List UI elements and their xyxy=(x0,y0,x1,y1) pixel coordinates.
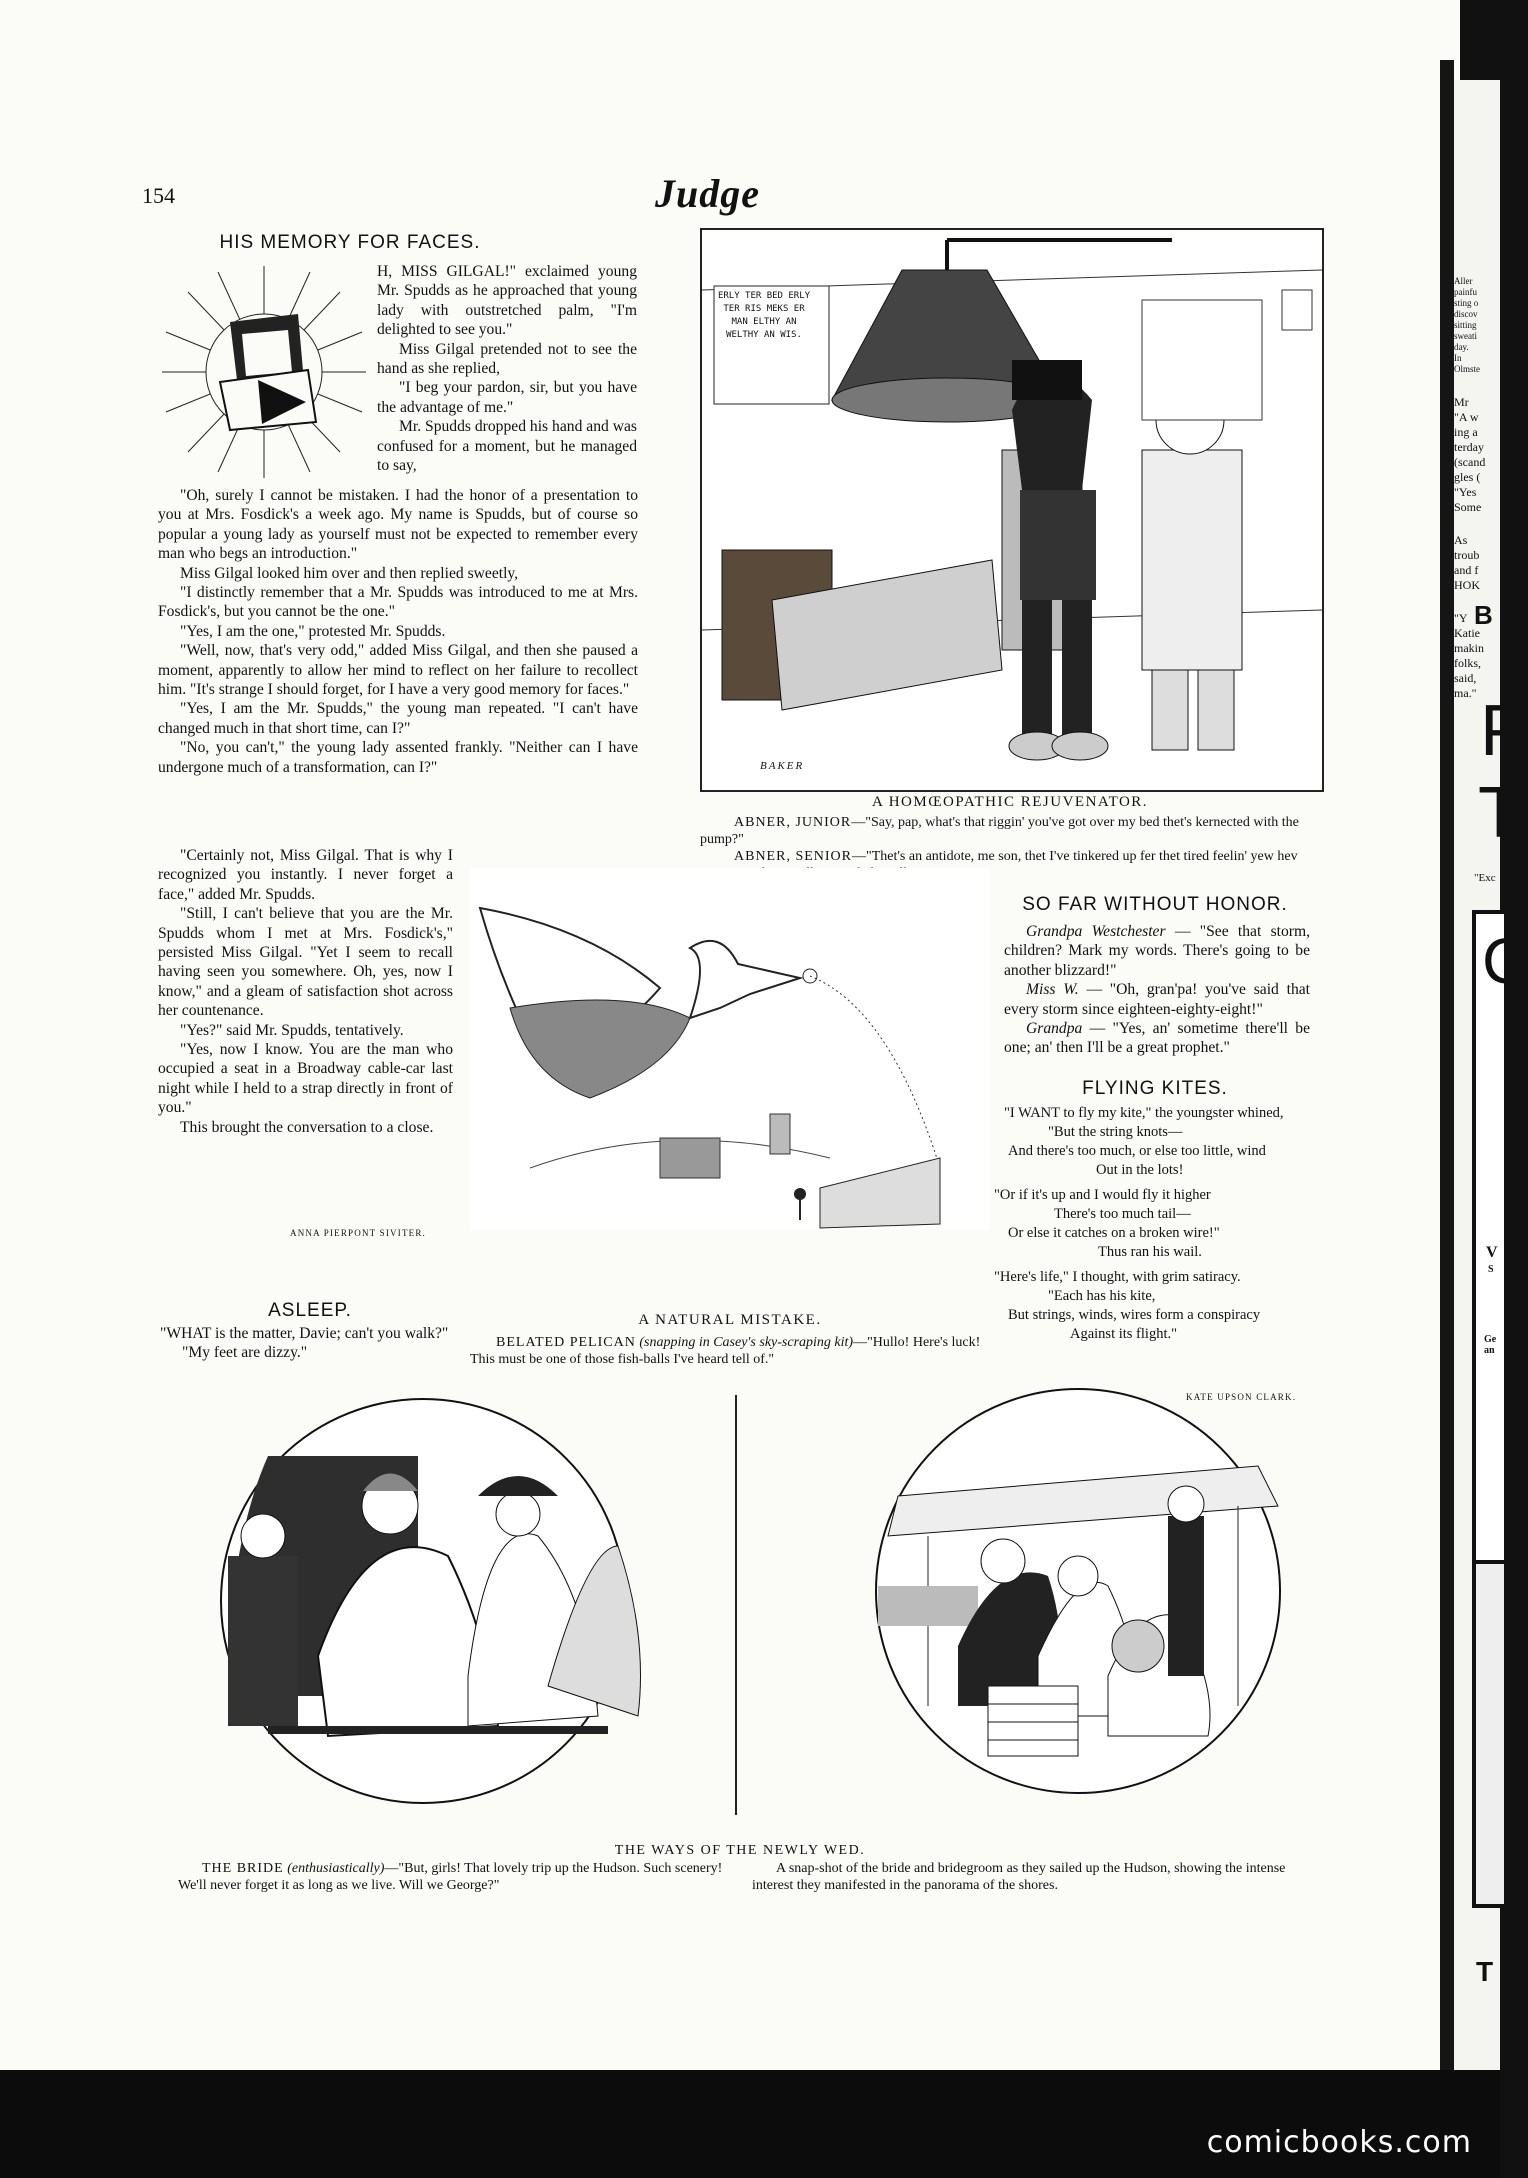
poem-line: There's too much tail— xyxy=(1054,1206,1191,1222)
story-paragraph: This brought the conversation to a close. xyxy=(180,1118,434,1136)
story-body-narrow xyxy=(158,846,453,1137)
poem-line: "Each has his kite, xyxy=(1048,1288,1156,1304)
poem-line: "But the string knots— xyxy=(1048,1124,1183,1140)
text-fragment: HOK xyxy=(1454,578,1480,592)
text-fragment: (scand xyxy=(1454,455,1486,469)
ad-box xyxy=(1472,910,1528,1568)
bedroom-sign: ERLY TER BED ERLY TER RIS MEKS ER MAN ELTHY AN WELTHY AN WIS. xyxy=(717,291,811,340)
stage-direction: (snapping in Casey's sky-scraping kit) xyxy=(639,1335,854,1350)
speaker-name: THE BRIDE xyxy=(202,1861,284,1876)
bride-parlor-illustration xyxy=(168,1396,678,1806)
speaker-name: Grandpa Westchester xyxy=(1026,923,1166,940)
speaker-name: BELATED PELICAN xyxy=(496,1335,636,1350)
dialogue-line: "WHAT is the matter, Davie; can't you walk?" xyxy=(160,1325,449,1342)
facing-page-column xyxy=(1454,276,1500,701)
text-fragment: gles ( xyxy=(1454,470,1481,484)
masthead-logo: Judge xyxy=(655,171,760,216)
poem-line: Out in the lots! xyxy=(1096,1162,1184,1178)
text-fragment: sweati xyxy=(1454,331,1477,341)
story-author: ANNA PIERPONT SIVITER. xyxy=(290,1228,426,1238)
boat-caption: A snap-shot of the bride and bridegroom as they sailed up the Hudson, showing the intense interest they manifested in the panorama of the shores. xyxy=(752,1861,1286,1893)
pelican-illustration xyxy=(470,868,990,1230)
stage-direction: (enthusiastically) xyxy=(287,1861,385,1876)
text-block xyxy=(1454,395,1500,515)
poem-line: Against its flight." xyxy=(1070,1326,1178,1342)
ad-letter: V xyxy=(1486,1244,1498,1261)
speaker-name: ABNER, JUNIOR xyxy=(734,815,852,830)
text-fragment: sting o xyxy=(1454,298,1479,308)
text-fragment: troub xyxy=(1454,548,1480,562)
text-fragment: and f xyxy=(1454,563,1479,577)
story-paragraph: "Yes?" said Mr. Spudds, tentatively. xyxy=(180,1021,404,1039)
chair-sunburst-icon xyxy=(158,262,370,482)
poem-line: And there's too much, or else too little, wind xyxy=(1008,1143,1266,1159)
kites-poem xyxy=(990,1104,1320,1344)
poem-line: "Or if it's up and I would fly it higher xyxy=(994,1187,1211,1203)
story-title: HIS MEMORY FOR FACES. xyxy=(219,232,481,253)
story-paragraph: "I beg your pardon, sir, but you have the advantage of me." xyxy=(377,379,637,416)
story-paragraph: Mr. Spudds dropped his hand and was confused for a moment, but he managed to say, xyxy=(377,418,637,475)
speaker-name: ABNER, SENIOR xyxy=(734,849,853,864)
ad-letter: B xyxy=(1474,600,1493,630)
story-paragraph: "No, you can't," the young lady assented frankly. "Neither can I have undergone much of a transformation, can I?" xyxy=(158,739,638,776)
rejuvenator-dialogue: ABNER, JUNIOR—"Say, pap, what's that riggin' you've got over my bed thet's kernected with the pump?" ABNER, SENIOR—"Thet's an antidote, me son, thet I've tinkered up fer thet tired feelin' yew hev xyxy=(700,814,1320,882)
text-fragment: day. xyxy=(1454,342,1469,352)
text-fragment: said, xyxy=(1454,671,1477,685)
story-paragraph: "Oh, surely I cannot be mistaken. I had the honor of a presentation to you at Mrs. Fosdick's a week ago. My name is Spudds, but of course so popular a young lady as yourself must not be expected to remember every man who begs an introduction." xyxy=(158,487,638,563)
column-divider xyxy=(735,1395,737,1815)
page-gutter xyxy=(1440,60,1454,2070)
story-paragraph: H, MISS GILGAL!" exclaimed young Mr. Spudds as he approached that young lady with outstretched palm, "I'm delighted to see you." xyxy=(377,263,637,339)
story-paragraph: "I distinctly remember that a Mr. Spudds was introduced to me at Mrs. Fosdick's, but you cannot be the one." xyxy=(158,584,638,621)
ad-letter: P xyxy=(1480,691,1528,771)
artist-signature: BAKER xyxy=(760,760,805,772)
text-fragment: terday xyxy=(1454,440,1484,454)
poem-line: "Here's life," I thought, with grim satiracy. xyxy=(994,1269,1241,1285)
dialogue-line: "Hullo! Here's luck! This must be one of those fish-balls I've heard tell of." xyxy=(470,1335,981,1367)
story-paragraph: "Yes, I am the one," protested Mr. Spudds. xyxy=(180,622,446,640)
sunburst-illustration xyxy=(158,262,370,482)
poem-title: SO FAR WITHOUT HONOR. xyxy=(1022,894,1288,915)
poem-line: Or else it catches on a broken wire!" xyxy=(1008,1225,1220,1241)
text-fragment: ing a xyxy=(1454,425,1478,439)
speaker-name: Grandpa xyxy=(1026,1020,1083,1038)
poem-line: Thus ran his wail. xyxy=(1098,1244,1202,1260)
ad-letter: T xyxy=(1476,1956,1494,1987)
poem-title: FLYING KITES. xyxy=(1082,1078,1228,1099)
text-fragment: Mr xyxy=(1454,395,1469,409)
dialogue-line: "My feet are dizzy." xyxy=(182,1344,308,1362)
text-fragment: Aller xyxy=(1454,276,1473,286)
story-paragraph: "Well, now, that's very odd," added Miss Gilgal, and then she paused a moment, apparently to allow her mind to reflect on her failure to recollect him. "It's strange I should forget, for I have a very good memory for faces." xyxy=(158,642,638,699)
page-number: 154 xyxy=(142,183,175,208)
text-fragment: ma." xyxy=(1454,686,1477,700)
text-fragment: "A w xyxy=(1454,410,1479,424)
dialogue-line: "Say, pap, what's that riggin' you've got over my bed thet's kernected with the pump?" xyxy=(700,815,1299,847)
text-fragment: sitting xyxy=(1454,320,1477,330)
text-fragment: folks, xyxy=(1454,656,1481,670)
watermark: comicbooks.com xyxy=(1206,2125,1472,2160)
dialogue-line: "See that storm, children? Mark my words. There's going to be another blizzard!" xyxy=(1004,923,1311,979)
cartoon-title: A HOMŒOPATHIC REJUVENATOR. xyxy=(871,794,1149,810)
text-fragment: Olmste xyxy=(1454,364,1480,374)
dialogue-line: "Thet's an antidote, me son, thet I've tinkered up fer thet tired feelin' yew hev xyxy=(866,849,1298,864)
text-fragment: In xyxy=(1454,353,1462,363)
boat-illustration xyxy=(838,1386,1318,1796)
story-paragraph: "Still, I can't believe that you are the Mr. Spudds whom I met at Mrs. Fosdick's," persisted Miss Gilgal. "Yet I seem to recall having seen you somewhere. Oh, yes, now I know," and a gleam of satisfaction shot across her countenance. xyxy=(158,905,453,1020)
story-paragraph: Miss Gilgal looked him over and then replied sweetly, xyxy=(180,564,519,582)
cartoon-title: THE WAYS OF THE NEWLY WED. xyxy=(614,1843,866,1858)
mistake-caption: BELATED PELICAN (snapping in Casey's sky-scraping kit)—"Hullo! Here's luck! This must be one of those fish-balls I've heard tell of." xyxy=(470,1335,981,1367)
asleep-dialogue xyxy=(160,1324,460,1363)
cartoon-title: A NATURAL MISTAKE. xyxy=(638,1312,822,1328)
text-fragment: "Yes xyxy=(1454,485,1477,499)
poem-line: "I WANT to fly my kite," the youngster whined, xyxy=(1004,1105,1284,1121)
story-paragraph: "Yes, I am the Mr. Spudds," the young man repeated. "I can't have changed much in that short time, can I?" xyxy=(158,700,638,737)
story-paragraph: "Certainly not, Miss Gilgal. That is why I recognized you instantly. I never forget a face," added Mr. Spudds. xyxy=(158,847,453,903)
text-fragment: As xyxy=(1454,533,1468,547)
text-fragment: Ge xyxy=(1484,1334,1497,1345)
story-body xyxy=(158,486,638,777)
text-fragment: "Exc xyxy=(1474,872,1496,884)
story-paragraph: Miss Gilgal pretended not to see the hand as she replied, xyxy=(377,340,637,378)
text-fragment: Katie xyxy=(1454,626,1480,640)
ad-letter: T xyxy=(1478,773,1522,853)
bride-caption: THE BRIDE (enthusiastically)—"But, girls! That lovely trip up the Hudson. Such scenery! We'll never forget it as long as we live. Will we George?" xyxy=(178,1861,723,1893)
text-fragment: painfu xyxy=(1454,287,1477,297)
text-fragment: makin xyxy=(1454,641,1484,655)
text-block xyxy=(1454,533,1500,593)
story-paragraph: "Yes, now I know. You are the man who occupied a seat in a Broadway cable-car last night while I held to a strap directly in front of you." xyxy=(158,1041,453,1117)
poem-line: But strings, winds, wires form a conspiracy xyxy=(1008,1307,1261,1323)
ad-letter: C xyxy=(1482,925,1528,997)
poem-author: KATE UPSON CLARK. xyxy=(1186,1392,1297,1402)
text-fragment: discov xyxy=(1454,309,1478,319)
facing-page-fragment xyxy=(1454,80,1528,2070)
story-intro xyxy=(377,262,637,475)
text-fragment: "Y xyxy=(1454,611,1468,625)
scan-frame-bottom xyxy=(0,2070,1500,2178)
text-fragment: an xyxy=(1484,1345,1495,1356)
dialogue-line: "Oh, gran'pa! you've said that every storm since eighteen-eighty-eight!" xyxy=(1004,981,1310,1018)
joke-title: ASLEEP. xyxy=(268,1300,352,1321)
text-fragment: Some xyxy=(1454,500,1482,514)
ad-box xyxy=(1472,1560,1504,1908)
dialogue-line: "But, girls! That lovely trip up the Hudson. Such scenery! We'll never forget it as long as we live. Will we George?" xyxy=(178,1861,723,1893)
honor-dialogue: Grandpa Westchester — "See that storm, children? Mark my words. There's going to be another blizzard!" Miss W. — "Oh, gran'pa! you've said that every storm since eighteen-eighty-eight!" Grandpa — "Yes, an' sometime there'll be one; an' then I'll be a great prophet." xyxy=(1004,923,1311,1057)
ad-letter: S xyxy=(1488,1264,1494,1275)
dialogue-line: "Yes, an' sometime there'll be one; an' then I'll be a great prophet." xyxy=(1004,1020,1310,1057)
speaker-name: Miss W. xyxy=(1026,981,1079,999)
